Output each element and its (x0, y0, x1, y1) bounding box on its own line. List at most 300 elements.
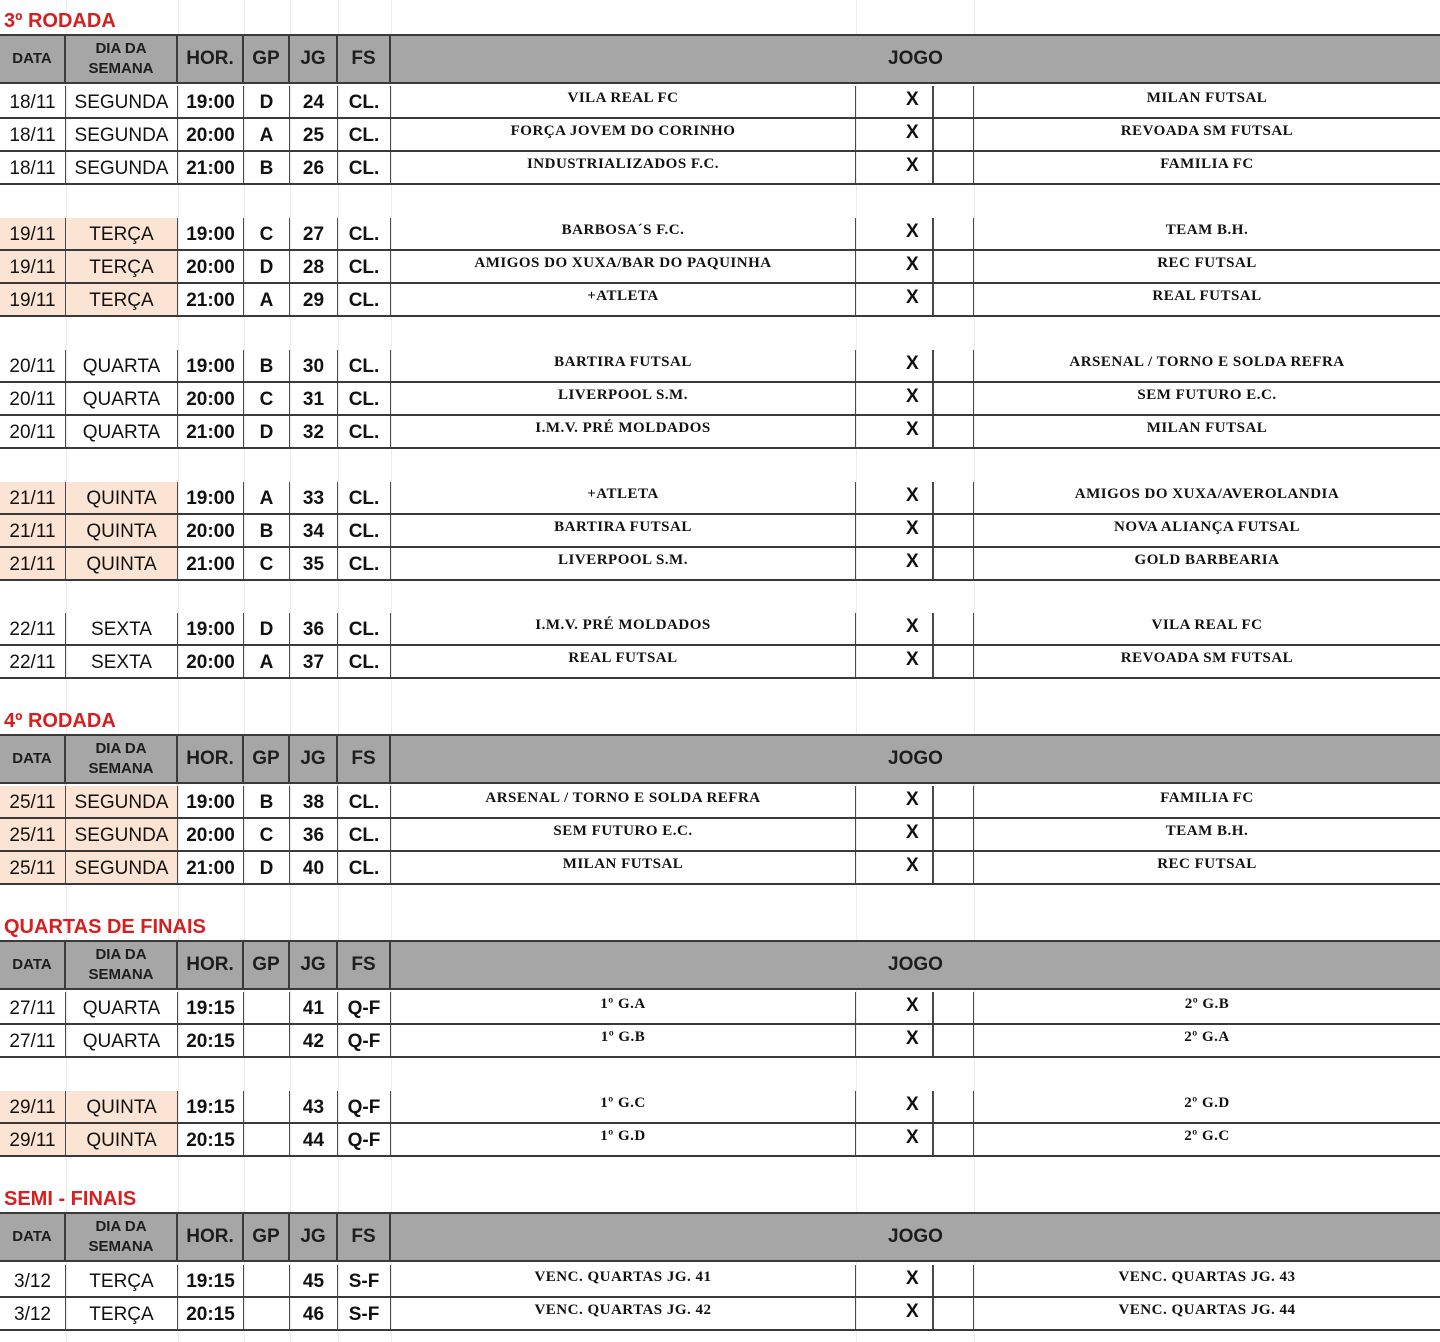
vs-divider (932, 646, 934, 677)
header-cell (0, 36, 66, 82)
cell-away: VILA REAL FC (1151, 617, 1263, 633)
cell-jg: 27 (290, 218, 338, 249)
cell-home: 1º G.A (391, 992, 856, 1023)
header-dia-da-semana: DIA DA (95, 1218, 147, 1235)
cell-date: 22/11 (0, 613, 66, 644)
cell-gp: B (244, 152, 290, 183)
vs-divider (932, 1091, 934, 1122)
cell-jg: 42 (290, 1025, 338, 1056)
header-gp: GP (252, 954, 280, 975)
cell-hour: 20:00 (178, 119, 244, 150)
cell-gp: B (244, 350, 290, 381)
header-gp: GP (252, 748, 280, 769)
cell-away: MILAN FUTSAL (1146, 90, 1268, 106)
cell-jg: 37 (290, 646, 338, 677)
cell-x: X (856, 284, 974, 315)
table-row (0, 548, 1440, 581)
header-hor: HOR. (186, 1226, 234, 1247)
cell-day: QUINTA (66, 1091, 178, 1122)
header-jogo: JOGO (888, 48, 943, 69)
header-jg: JG (300, 748, 326, 769)
vs-divider (932, 251, 934, 282)
vs-divider (932, 284, 934, 315)
cell-fs: S-F (338, 1298, 391, 1329)
cell-x: X (856, 786, 974, 817)
cell-away: GOLD BARBEARIA (1134, 552, 1280, 568)
section-title-3-rodada: 3º RODADA (4, 10, 116, 32)
cell-date: 20/11 (0, 416, 66, 447)
cell-day: QUARTA (66, 992, 178, 1023)
header-jogo: JOGO (888, 748, 943, 769)
table-row (0, 819, 1440, 852)
table-header (0, 734, 1440, 784)
cell-hour: 20:15 (178, 1298, 244, 1329)
table-row (0, 284, 1440, 317)
table-row (0, 152, 1440, 185)
cell-gp: B (244, 786, 290, 817)
vs-divider (932, 786, 934, 817)
cell-away: SEM FUTURO E.C. (1137, 387, 1277, 403)
cell-hour: 20:00 (178, 515, 244, 546)
cell-day: QUARTA (66, 1025, 178, 1056)
cell-jg: 31 (290, 383, 338, 414)
table-row (0, 1124, 1440, 1157)
cell-jg: 43 (290, 1091, 338, 1122)
cell-x: X (856, 482, 974, 513)
vs-divider (932, 1298, 934, 1329)
cell-hour: 20:15 (178, 1124, 244, 1155)
cell-gp: C (244, 548, 290, 579)
cell-fs: CL. (338, 548, 391, 579)
table-row (0, 1265, 1440, 1298)
cell-jg: 41 (290, 992, 338, 1023)
header-cell (244, 736, 290, 782)
vs-divider (932, 152, 934, 183)
cell-day: TERÇA (66, 218, 178, 249)
table-row (0, 86, 1440, 119)
cell-jg: 35 (290, 548, 338, 579)
cell-jg: 32 (290, 416, 338, 447)
cell-hour: 19:00 (178, 786, 244, 817)
cell-day: SEGUNDA (66, 152, 178, 183)
cell-away: REC FUTSAL (1157, 856, 1257, 872)
header-hor: HOR. (186, 48, 234, 69)
cell-home: 1º G.C (391, 1091, 856, 1122)
cell-gp (244, 1124, 290, 1155)
table-row (0, 251, 1440, 284)
cell-x: X (856, 86, 974, 117)
cell-day: TERÇA (66, 251, 178, 282)
table-row (0, 852, 1440, 885)
table-row (0, 613, 1440, 646)
cell-jg: 44 (290, 1124, 338, 1155)
header-jg: JG (300, 48, 326, 69)
table-row (0, 218, 1440, 251)
cell-home: 1º G.D (391, 1124, 856, 1155)
header-cell (66, 1214, 178, 1260)
header-jg: JG (300, 1226, 326, 1247)
cell-date: 22/11 (0, 646, 66, 677)
cell-date: 18/11 (0, 119, 66, 150)
header-cell (338, 36, 391, 82)
header-jg: JG (300, 954, 326, 975)
vs-divider (932, 218, 934, 249)
header-dia-da-semana: SEMANA (88, 760, 154, 777)
cell-fs: CL. (338, 646, 391, 677)
cell-hour: 19:00 (178, 613, 244, 644)
cell-gp: B (244, 515, 290, 546)
header-cell (391, 942, 1440, 988)
cell-jg: 36 (290, 613, 338, 644)
header-hor: HOR. (186, 954, 234, 975)
cell-gp: C (244, 383, 290, 414)
vs-divider (932, 1025, 934, 1056)
cell-date: 29/11 (0, 1124, 66, 1155)
header-gp: GP (252, 48, 280, 69)
table-row (0, 350, 1440, 383)
header-cell (66, 736, 178, 782)
cell-gp (244, 1025, 290, 1056)
section-title-quartas-de-finais: QUARTAS DE FINAIS (4, 916, 206, 938)
header-jogo: JOGO (888, 954, 943, 975)
cell-day: QUINTA (66, 1124, 178, 1155)
cell-x: X (856, 350, 974, 381)
vs-divider (932, 992, 934, 1023)
cell-day: TERÇA (66, 1265, 178, 1296)
cell-day: TERÇA (66, 284, 178, 315)
cell-home: VENC. QUARTAS JG. 41 (391, 1265, 856, 1296)
table-header (0, 1212, 1440, 1262)
vs-divider (932, 350, 934, 381)
cell-x: X (856, 1265, 974, 1296)
cell-gp: A (244, 284, 290, 315)
table-header (0, 34, 1440, 84)
cell-fs: CL. (338, 152, 391, 183)
cell-x: X (856, 152, 974, 183)
cell-date: 27/11 (0, 992, 66, 1023)
cell-home: I.M.V. PRÉ MOLDADOS (391, 416, 856, 447)
header-cell (290, 36, 338, 82)
cell-home: LIVERPOOL S.M. (391, 548, 856, 579)
cell-fs: CL. (338, 515, 391, 546)
table-row (0, 992, 1440, 1025)
header-cell (338, 736, 391, 782)
cell-x: X (856, 852, 974, 883)
header-dia-da-semana: DIA DA (95, 740, 147, 757)
cell-gp: D (244, 852, 290, 883)
cell-jg: 26 (290, 152, 338, 183)
cell-away: REC FUTSAL (1157, 255, 1257, 271)
cell-date: 3/12 (0, 1265, 66, 1296)
cell-jg: 30 (290, 350, 338, 381)
cell-x: X (856, 383, 974, 414)
header-cell (290, 1214, 338, 1260)
cell-fs: CL. (338, 284, 391, 315)
header-cell (244, 36, 290, 82)
cell-home: MILAN FUTSAL (391, 852, 856, 883)
vs-divider (932, 613, 934, 644)
table-header (0, 940, 1440, 990)
cell-home: FORÇA JOVEM DO CORINHO (391, 119, 856, 150)
header-cell (0, 736, 66, 782)
cell-fs: CL. (338, 786, 391, 817)
table-row (0, 515, 1440, 548)
cell-gp: D (244, 416, 290, 447)
table-row (0, 416, 1440, 449)
cell-jg: 46 (290, 1298, 338, 1329)
table-row (0, 1298, 1440, 1331)
cell-date: 21/11 (0, 548, 66, 579)
header-cell (0, 1214, 66, 1260)
header-cell (178, 1214, 244, 1260)
header-cell (66, 36, 178, 82)
cell-fs: CL. (338, 482, 391, 513)
vs-divider (932, 548, 934, 579)
cell-date: 3/12 (0, 1298, 66, 1329)
cell-away: 2º G.B (1184, 996, 1230, 1012)
cell-fs: CL. (338, 251, 391, 282)
cell-date: 21/11 (0, 482, 66, 513)
cell-x: X (856, 1025, 974, 1056)
cell-day: QUINTA (66, 482, 178, 513)
cell-x: X (856, 1091, 974, 1122)
cell-hour: 19:15 (178, 1265, 244, 1296)
header-cell (244, 1214, 290, 1260)
cell-hour: 20:00 (178, 819, 244, 850)
cell-day: SEGUNDA (66, 119, 178, 150)
header-cell (66, 942, 178, 988)
table-row (0, 383, 1440, 416)
cell-away: 2º G.C (1184, 1128, 1230, 1144)
cell-date: 19/11 (0, 218, 66, 249)
cell-date: 27/11 (0, 1025, 66, 1056)
cell-date: 18/11 (0, 86, 66, 117)
header-fs: FS (351, 48, 376, 69)
cell-away: FAMILIA FC (1160, 156, 1254, 172)
cell-gp: A (244, 482, 290, 513)
cell-home: VILA REAL FC (391, 86, 856, 117)
header-cell (178, 942, 244, 988)
header-data: DATA (12, 956, 52, 973)
cell-day: TERÇA (66, 1298, 178, 1329)
cell-hour: 20:15 (178, 1025, 244, 1056)
cell-fs: CL. (338, 86, 391, 117)
cell-x: X (856, 992, 974, 1023)
table-row (0, 646, 1440, 679)
cell-home: +ATLETA (391, 482, 856, 513)
cell-gp: D (244, 251, 290, 282)
vs-divider (932, 86, 934, 117)
cell-date: 21/11 (0, 515, 66, 546)
cell-fs: CL. (338, 119, 391, 150)
cell-fs: CL. (338, 383, 391, 414)
header-dia-da-semana: DIA DA (95, 40, 147, 57)
cell-fs: CL. (338, 613, 391, 644)
cell-hour: 21:00 (178, 852, 244, 883)
cell-gp: A (244, 119, 290, 150)
header-cell (338, 1214, 391, 1260)
cell-away: REVOADA SM FUTSAL (1120, 123, 1294, 139)
cell-gp (244, 1265, 290, 1296)
cell-day: QUARTA (66, 416, 178, 447)
cell-home: BARBOSA´S F.C. (391, 218, 856, 249)
header-cell (290, 942, 338, 988)
cell-date: 25/11 (0, 819, 66, 850)
cell-hour: 19:00 (178, 482, 244, 513)
table-row (0, 1025, 1440, 1058)
cell-jg: 45 (290, 1265, 338, 1296)
cell-home: ARSENAL / TORNO E SOLDA REFRA (391, 786, 856, 817)
cell-away: REVOADA SM FUTSAL (1120, 650, 1294, 666)
cell-date: 25/11 (0, 786, 66, 817)
table-row (0, 482, 1440, 515)
cell-gp: A (244, 646, 290, 677)
cell-away: TEAM B.H. (1165, 222, 1249, 238)
header-cell (0, 942, 66, 988)
header-fs: FS (351, 954, 376, 975)
cell-gp: C (244, 218, 290, 249)
header-dia-da-semana: SEMANA (88, 1238, 154, 1255)
cell-away: TEAM B.H. (1165, 823, 1249, 839)
header-jogo: JOGO (888, 1226, 943, 1247)
cell-away: NOVA ALIANÇA FUTSAL (1114, 519, 1300, 535)
header-dia-da-semana: SEMANA (88, 966, 154, 983)
cell-home: 1º G.B (391, 1025, 856, 1056)
cell-home: I.M.V. PRÉ MOLDADOS (391, 613, 856, 644)
cell-date: 25/11 (0, 852, 66, 883)
cell-gp: D (244, 86, 290, 117)
cell-home: AMIGOS DO XUXA/BAR DO PAQUINHA (391, 251, 856, 282)
cell-jg: 40 (290, 852, 338, 883)
cell-x: X (856, 613, 974, 644)
cell-x: X (856, 515, 974, 546)
cell-day: SEGUNDA (66, 819, 178, 850)
vs-divider (932, 1124, 934, 1155)
header-dia-da-semana: SEMANA (88, 60, 154, 77)
cell-date: 19/11 (0, 284, 66, 315)
header-cell (391, 1214, 1440, 1260)
header-cell (178, 736, 244, 782)
cell-away: 2º G.D (1184, 1095, 1230, 1111)
cell-gp (244, 1298, 290, 1329)
cell-jg: 24 (290, 86, 338, 117)
header-fs: FS (351, 1226, 376, 1247)
cell-x: X (856, 218, 974, 249)
cell-fs: Q-F (338, 1091, 391, 1122)
cell-jg: 34 (290, 515, 338, 546)
cell-hour: 19:00 (178, 86, 244, 117)
cell-day: SEXTA (66, 613, 178, 644)
cell-fs: CL. (338, 819, 391, 850)
header-fs: FS (351, 748, 376, 769)
vs-divider (932, 416, 934, 447)
cell-date: 29/11 (0, 1091, 66, 1122)
header-data: DATA (12, 1228, 52, 1245)
header-cell (290, 736, 338, 782)
cell-day: QUARTA (66, 383, 178, 414)
cell-date: 20/11 (0, 350, 66, 381)
vs-divider (932, 482, 934, 513)
header-cell (244, 942, 290, 988)
cell-day: SEGUNDA (66, 786, 178, 817)
header-cell (391, 736, 1440, 782)
header-gp: GP (252, 1226, 280, 1247)
cell-x: X (856, 1298, 974, 1329)
cell-away: VENC. QUARTAS JG. 44 (1118, 1302, 1296, 1318)
cell-gp (244, 1091, 290, 1122)
cell-jg: 38 (290, 786, 338, 817)
cell-day: QUINTA (66, 548, 178, 579)
cell-fs: Q-F (338, 1025, 391, 1056)
cell-hour: 21:00 (178, 548, 244, 579)
header-cell (391, 36, 1440, 82)
cell-gp: C (244, 819, 290, 850)
cell-hour: 20:00 (178, 646, 244, 677)
cell-fs: Q-F (338, 992, 391, 1023)
cell-home: INDUSTRIALIZADOS F.C. (391, 152, 856, 183)
table-row (0, 1091, 1440, 1124)
cell-hour: 21:00 (178, 416, 244, 447)
cell-date: 18/11 (0, 152, 66, 183)
cell-away: FAMILIA FC (1160, 790, 1254, 806)
header-data: DATA (12, 750, 52, 767)
vs-divider (932, 119, 934, 150)
header-cell (338, 942, 391, 988)
cell-fs: S-F (338, 1265, 391, 1296)
cell-hour: 21:00 (178, 284, 244, 315)
cell-hour: 20:00 (178, 383, 244, 414)
cell-jg: 36 (290, 819, 338, 850)
vs-divider (932, 819, 934, 850)
vs-divider (932, 852, 934, 883)
cell-x: X (856, 1124, 974, 1155)
cell-x: X (856, 119, 974, 150)
cell-away: MILAN FUTSAL (1146, 420, 1268, 436)
cell-day: SEGUNDA (66, 852, 178, 883)
cell-hour: 19:15 (178, 992, 244, 1023)
header-data: DATA (12, 50, 52, 67)
vs-divider (932, 515, 934, 546)
cell-fs: Q-F (338, 1124, 391, 1155)
header-cell (178, 36, 244, 82)
cell-gp (244, 992, 290, 1023)
table-row (0, 119, 1440, 152)
cell-home: BARTIRA FUTSAL (391, 350, 856, 381)
cell-date: 19/11 (0, 251, 66, 282)
cell-jg: 25 (290, 119, 338, 150)
cell-home: +ATLETA (391, 284, 856, 315)
cell-x: X (856, 646, 974, 677)
cell-hour: 19:00 (178, 350, 244, 381)
cell-date: 20/11 (0, 383, 66, 414)
cell-fs: CL. (338, 852, 391, 883)
cell-day: QUARTA (66, 350, 178, 381)
cell-x: X (856, 548, 974, 579)
cell-home: VENC. QUARTAS JG. 42 (391, 1298, 856, 1329)
cell-away: AMIGOS DO XUXA/AVEROLANDIA (1074, 486, 1340, 502)
cell-x: X (856, 251, 974, 282)
cell-jg: 29 (290, 284, 338, 315)
cell-fs: CL. (338, 350, 391, 381)
cell-day: SEXTA (66, 646, 178, 677)
cell-fs: CL. (338, 416, 391, 447)
cell-jg: 28 (290, 251, 338, 282)
cell-home: LIVERPOOL S.M. (391, 383, 856, 414)
cell-hour: 21:00 (178, 152, 244, 183)
vs-divider (932, 1265, 934, 1296)
header-dia-da-semana: DIA DA (95, 946, 147, 963)
cell-hour: 19:15 (178, 1091, 244, 1122)
